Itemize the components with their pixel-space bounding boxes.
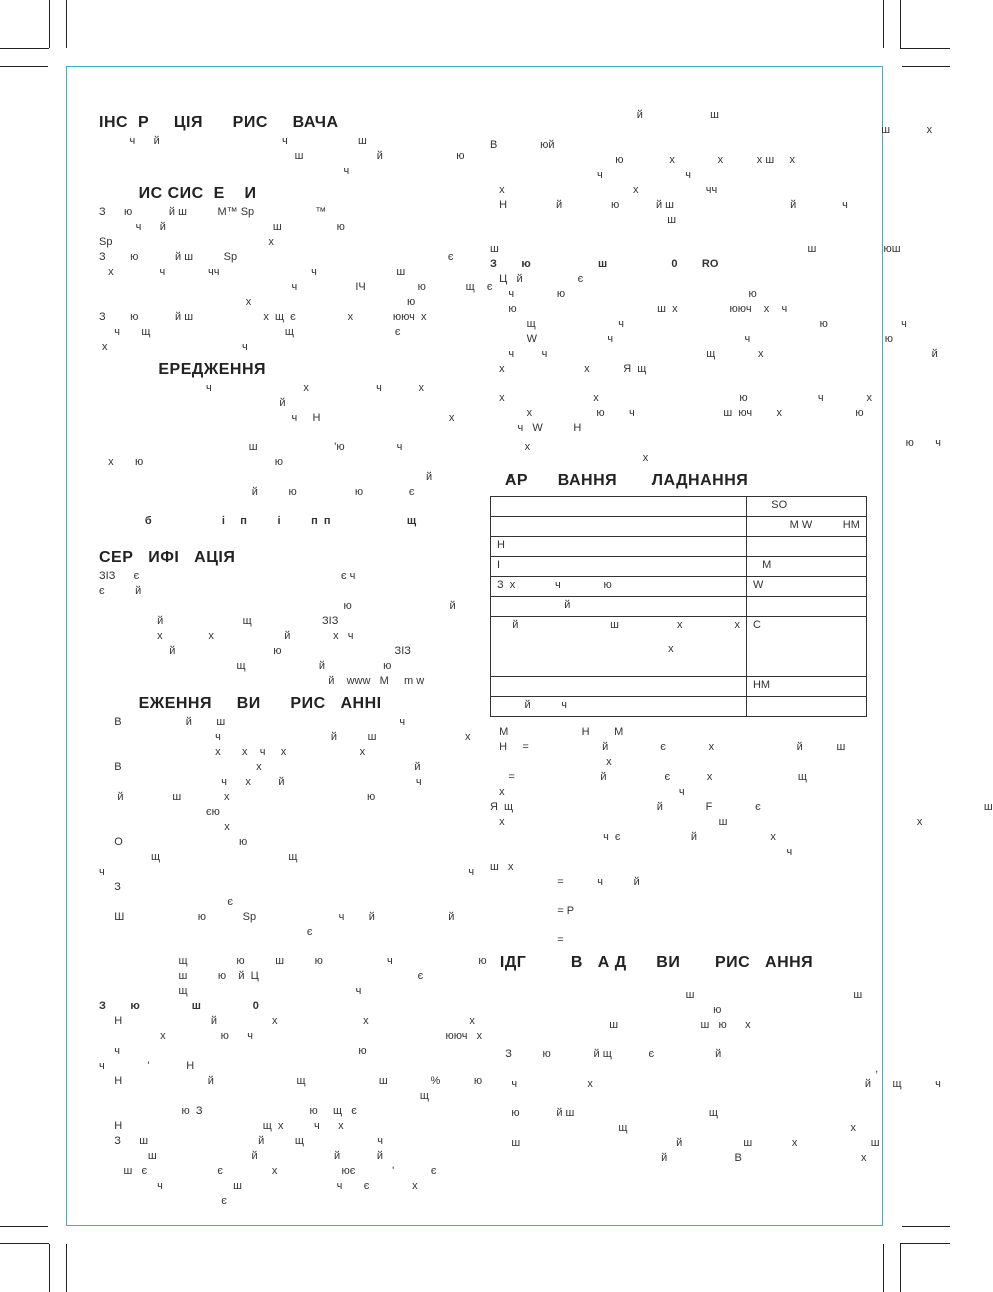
text-line: = xyxy=(490,934,564,946)
text-line: ш ш ю х xyxy=(490,1019,751,1031)
text-line: х ч xyxy=(99,341,248,353)
text-line: х ю ю xyxy=(99,456,283,468)
text-line: ш є є х ює ' є xyxy=(99,1165,437,1177)
text-line: ш й й й xyxy=(99,1150,383,1162)
text-line: х ч xyxy=(490,786,685,798)
text-line: ч ч щ х й xyxy=(490,348,938,360)
text-line: ю ш х ююч х ч xyxy=(490,303,788,315)
text-line: й xyxy=(99,397,286,409)
section-heading: СЕР ИФІ АЦІЯ xyxy=(99,549,236,566)
text-line: й ю ю є xyxy=(99,486,415,498)
text-line: х ю ч ш юч х ю xyxy=(490,407,864,419)
text-line: ю х х х ш х xyxy=(490,154,795,166)
text-line: ч х й щ ч xyxy=(490,1078,941,1090)
section-heading: ЕРЕДЖЕННЯ xyxy=(99,361,266,378)
text-line: ЗІЗ є є ч xyxy=(99,570,356,582)
text-line: З ю й ш Sp є xyxy=(99,251,454,263)
text-line: ш ш xyxy=(490,989,863,1001)
text-line: ч ІЧ ю щ є xyxy=(99,281,493,293)
spec-value-cell xyxy=(746,697,866,717)
bold-text-line: З ю ш 0 xyxy=(99,1000,259,1012)
spec-table-row xyxy=(491,577,867,597)
spec-value-cell: SO xyxy=(746,497,866,517)
text-line: щ й ю xyxy=(99,660,392,672)
text-line: х ч чч ч ш xyxy=(99,266,406,278)
text-line: Н й ю й ш й ч xyxy=(490,199,848,211)
paragraph-gap xyxy=(490,974,852,988)
text-line: ч х ч х xyxy=(99,382,425,394)
text-line: ш ю й Ц є xyxy=(99,970,424,982)
paragraph-gap xyxy=(99,500,465,514)
crop-mark-top-left-h2 xyxy=(0,66,48,67)
text-line: є й xyxy=(99,585,142,597)
text-line: ш й ю xyxy=(99,150,465,162)
crop-mark-top-right-v2 xyxy=(883,0,884,48)
text-line: х х Я щ xyxy=(490,363,647,375)
text-line: щ ч ю ч xyxy=(490,318,907,330)
text-line: ю й ш щ xyxy=(490,1107,718,1119)
bold-text-line: З ю ш 0 RO xyxy=(490,258,719,270)
text-line: й ш xyxy=(490,109,719,121)
spec-table-row xyxy=(491,517,867,537)
text-line: ш ’ю ч х xyxy=(99,441,531,453)
text-line: В юй xyxy=(490,139,555,151)
spec-value-cell: M W HM xyxy=(746,517,866,537)
text-line: ч й ч ш xyxy=(99,135,367,147)
text-line: х х ч х х xyxy=(99,746,366,758)
text-line: х xyxy=(490,452,649,464)
paragraph-gap xyxy=(99,426,465,440)
text-line: ч Н х xyxy=(99,412,455,424)
spec-param-cell: І xyxy=(491,557,747,577)
text-line: й ш х ю xyxy=(99,791,376,803)
text-line: О ю xyxy=(99,836,248,848)
paragraph-gap xyxy=(99,529,465,543)
text-line: ч ' Н xyxy=(99,1060,195,1072)
text-line: х ю ч ююч х xyxy=(99,1030,483,1042)
text-line: М Н М xyxy=(490,726,624,738)
spec-param-cell xyxy=(491,517,747,537)
text-line: ч щ щ є xyxy=(99,326,401,338)
section-heading: ІДГ В А Д ВИ РИС АННЯ xyxy=(490,954,814,971)
crop-mark-bottom-left-v2 xyxy=(66,1244,67,1292)
text-line: ч ю xyxy=(99,1045,367,1057)
text-line: Sp х xyxy=(99,236,274,248)
text-line: В х й xyxy=(99,761,421,773)
spec-param-cell: й ш х х х xyxy=(491,617,747,677)
text-line: ч ч xyxy=(490,169,691,181)
text-line: х xyxy=(490,756,612,768)
text-line: = й є х щ xyxy=(490,771,807,783)
spec-table-row xyxy=(491,597,867,617)
text-line: З ю й ш х щ є х ююч х xyxy=(99,311,427,323)
spec-param-cell: й ч xyxy=(491,697,747,717)
spec-table-row xyxy=(491,677,867,697)
spec-table-row xyxy=(491,617,867,677)
text-line: З ю й ш М™ Sp ™ xyxy=(99,206,327,218)
section-heading: ІНС Р ЦІЯ РИС ВАЧА xyxy=(99,114,339,131)
text-line: = ч й xyxy=(490,876,640,888)
crop-mark-bottom-left-h xyxy=(0,1243,49,1244)
spec-value-cell: С xyxy=(746,617,866,677)
text-line: х xyxy=(99,821,230,833)
text-line: ю xyxy=(490,1004,722,1016)
crop-mark-top-left-h xyxy=(0,48,49,49)
right-column-bottom xyxy=(490,725,993,1166)
specification-table xyxy=(490,496,867,717)
text-line: єю xyxy=(99,806,220,818)
text-line: ю й xyxy=(99,600,456,612)
text-line: й х xyxy=(99,471,515,483)
paragraph-gap xyxy=(490,377,852,391)
paragraph-gap xyxy=(490,919,852,933)
text-line: = Р xyxy=(490,905,575,917)
text-line: Ц й є xyxy=(490,273,584,285)
text-line: х х ю ч х xyxy=(490,392,872,404)
crop-mark-bottom-right-h xyxy=(900,1243,950,1244)
text-line: , xyxy=(490,1063,879,1075)
spec-value-cell: W xyxy=(746,577,866,597)
text-line: щ ю ш ю ч ю xyxy=(99,955,487,967)
spec-param-cell: й xyxy=(491,597,747,617)
text-line: ш xyxy=(490,214,677,226)
text-line: й www М m w xyxy=(99,675,425,687)
text-line: щ xyxy=(99,1090,429,1102)
text-line: ч xyxy=(490,846,793,858)
section-heading: АР ВАННЯ ЛАДНАННЯ xyxy=(490,472,749,489)
text-line: З ю й щ є й xyxy=(490,1048,722,1060)
spec-value-cell: HM xyxy=(746,677,866,697)
text-line: ч є й х xyxy=(490,831,776,843)
text-line: ч й ш ю xyxy=(99,221,345,233)
text-line: Н й щ ш % ю xyxy=(99,1075,483,1087)
text-line: Ш ю Sp ч й й xyxy=(99,911,455,923)
text-line: є xyxy=(99,926,313,938)
text-line: щ ч xyxy=(99,985,362,997)
crop-mark-top-left-v2 xyxy=(66,0,67,48)
text-line: Н щ х ч х xyxy=(99,1120,344,1132)
spec-value-cell xyxy=(746,597,866,617)
text-line: ч xyxy=(99,165,350,177)
text-line: ч W Н xyxy=(490,422,582,434)
spec-param-cell xyxy=(491,497,747,517)
paragraph-gap xyxy=(490,1033,852,1047)
paragraph-gap xyxy=(490,1092,852,1106)
crop-mark-top-right-h xyxy=(900,48,950,49)
bold-text-line: б і п і п п щ xyxy=(99,515,417,527)
text-line: х х й х ч xyxy=(99,630,354,642)
text-line: й ю ЗІЗ xyxy=(99,645,411,657)
spec-param-cell: Н xyxy=(491,537,747,557)
text-line: є xyxy=(99,1195,227,1207)
paragraph-gap xyxy=(490,890,852,904)
crop-mark-top-left-v xyxy=(49,0,50,48)
text-line: ч ю ю xyxy=(490,288,757,300)
text-line: ч ч xyxy=(99,866,475,878)
text-line: Н = й є х й ш xyxy=(490,741,846,753)
text-line: ч й ш х xyxy=(99,731,471,743)
crop-mark-bottom-right-v xyxy=(900,1244,901,1292)
text-line: Я щ й F є ш xyxy=(490,801,993,813)
text-line: х х чч xyxy=(490,184,718,196)
text-line: ю З ю щ є xyxy=(99,1105,357,1117)
crop-mark-bottom-right-h2 xyxy=(902,1226,950,1227)
text-line: ш й ш х ш xyxy=(490,1137,880,1149)
text-line: Н й х х х xyxy=(99,1015,475,1027)
text-line: щ щ xyxy=(99,851,298,863)
text-line: щ х xyxy=(490,1122,857,1134)
text-line: й В х xyxy=(490,1152,867,1164)
text-line: З ш й щ ч xyxy=(99,1135,383,1147)
right-column-top xyxy=(490,108,942,490)
text-line: ч х й ч xyxy=(99,776,422,788)
crop-mark-bottom-left-v xyxy=(49,1244,50,1292)
text-line: ю ч xyxy=(490,437,942,449)
spec-param-cell xyxy=(491,677,747,697)
spec-table-row xyxy=(491,557,867,577)
text-line: й щ ЗІЗ xyxy=(99,615,339,627)
spec-param-cell: З х ч ю xyxy=(491,577,747,597)
text-line: W ч ч ю xyxy=(490,333,893,345)
text-line: ш х xyxy=(490,124,933,136)
crop-mark-top-right-v xyxy=(900,0,901,48)
crop-mark-bottom-left-h2 xyxy=(0,1226,48,1227)
text-line: ш ш юш xyxy=(490,243,901,255)
text-line: ч ш ч є х xyxy=(99,1180,418,1192)
paragraph-gap xyxy=(99,940,465,954)
right-column xyxy=(490,108,993,1166)
text-line: В й ш ч xyxy=(99,716,406,728)
section-heading: ЕЖЕННЯ ВИ РИС АННІ xyxy=(99,695,382,712)
spec-table-row xyxy=(491,697,867,717)
spec-table-row xyxy=(491,537,867,557)
text-line: ш х xyxy=(490,861,514,873)
text-line: є xyxy=(99,896,233,908)
text-line: З xyxy=(99,881,121,893)
section-heading: ИС СИС Е И xyxy=(99,185,257,202)
spec-table-row xyxy=(491,497,867,517)
text-line: х ю xyxy=(99,296,416,308)
spec-value-cell: М xyxy=(746,557,866,577)
crop-mark-bottom-right-v2 xyxy=(883,1244,884,1292)
crop-mark-top-right-h2 xyxy=(902,66,950,67)
text-line: х ш х xyxy=(490,816,923,828)
paragraph-gap xyxy=(490,228,852,242)
spec-value-cell xyxy=(746,537,866,557)
